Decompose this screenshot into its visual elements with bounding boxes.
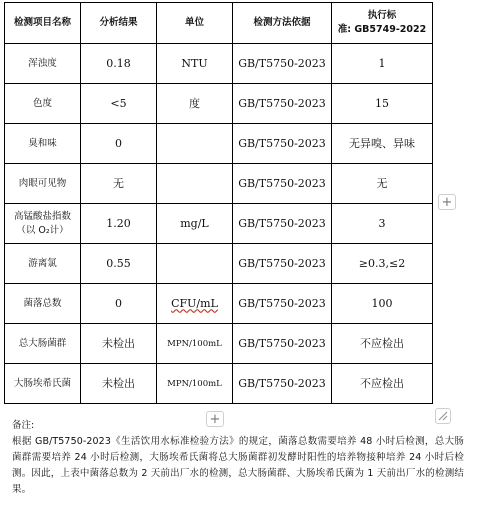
row-standard: 不应检出 [332, 324, 433, 364]
table-row [5, 44, 433, 84]
table-row [5, 324, 433, 364]
row-standard: 不应检出 [332, 364, 433, 404]
header-standard-line2: 准: GB5749-2022 [337, 24, 427, 35]
header-method: 检测方法依据 [233, 3, 332, 44]
row-result: 未检出 [81, 364, 157, 404]
row-standard: 无异嗅、异味 [332, 124, 433, 164]
row-name: 大肠埃希氏菌 [5, 364, 81, 404]
row-standard: 1 [332, 44, 433, 84]
table-row [5, 284, 433, 324]
row-standard: 无 [332, 164, 433, 204]
row-result: 1.20 [81, 204, 157, 244]
row-method: GB/T5750-2023 [233, 204, 332, 244]
table-header-row [5, 3, 433, 44]
add-column-button[interactable] [438, 194, 456, 210]
row-name: 臭和味 [5, 124, 81, 164]
row-method: GB/T5750-2023 [233, 364, 332, 404]
row-unit-text: CFU/mL [171, 296, 218, 310]
row-result: 0.18 [81, 44, 157, 84]
row-method: GB/T5750-2023 [233, 284, 332, 324]
row-name [5, 204, 81, 244]
row-unit: MPN/100mL [157, 364, 233, 404]
row-name: 肉眼可见物 [5, 164, 81, 204]
row-unit: 度 [157, 84, 233, 124]
water-quality-table [4, 2, 433, 404]
header-standard [332, 3, 433, 44]
row-unit [157, 284, 233, 324]
row-method: GB/T5750-2023 [233, 164, 332, 204]
remarks-section [12, 418, 464, 498]
row-method: GB/T5750-2023 [233, 124, 332, 164]
remarks-title: 备注: [12, 420, 35, 431]
row-name: 菌落总数 [5, 284, 81, 324]
row-standard: 15 [332, 84, 433, 124]
table-row [5, 124, 433, 164]
row-standard: ≥0.3,≤2 [332, 244, 433, 284]
row-unit: MPN/100mL [157, 324, 233, 364]
row-unit: mg/L [157, 204, 233, 244]
row-name: 总大肠菌群 [5, 324, 81, 364]
header-result: 分析结果 [81, 3, 157, 44]
row-standard: 100 [332, 284, 433, 324]
row-unit [157, 164, 233, 204]
row-unit [157, 124, 233, 164]
row-unit: NTU [157, 44, 233, 84]
row-standard: 3 [332, 204, 433, 244]
table-row [5, 244, 433, 284]
remarks-body: 根据 GB/T5750-2023《生活饮用水标准检验方法》的规定，菌落总数需要培养 48 小时后检测，总大肠菌群需要培养 24 小时后检测，大肠埃希氏菌将总大肠菌群初发酵时阳性的培养物接种培养 24 小时后检测。因此，上表中菌落总数为 2 天前出厂水的检测，总大肠菌群、大肠埃希氏菌为 1 天前出厂水的检测结果。 [12, 436, 464, 495]
row-name: 色度 [5, 84, 81, 124]
row-result: <5 [81, 84, 157, 124]
row-name-line2: （以 O₂计） [16, 224, 69, 236]
table-row [5, 204, 433, 244]
row-name-line1: 高锰酸盐指数 [13, 210, 71, 222]
row-result: 无 [81, 164, 157, 204]
row-method: GB/T5750-2023 [233, 244, 332, 284]
plus-icon: + [441, 195, 453, 210]
row-name: 浑浊度 [5, 44, 81, 84]
row-method: GB/T5750-2023 [233, 84, 332, 124]
table-row [5, 364, 433, 404]
row-result: 0 [81, 124, 157, 164]
table-row [5, 84, 433, 124]
table-row [5, 164, 433, 204]
row-unit [157, 244, 233, 284]
row-result: 未检出 [81, 324, 157, 364]
row-result: 0 [81, 284, 157, 324]
row-name: 游离氯 [5, 244, 81, 284]
row-result: 0.55 [81, 244, 157, 284]
header-standard-line1: 执行标 [367, 10, 397, 21]
row-method: GB/T5750-2023 [233, 44, 332, 84]
header-unit: 单位 [157, 3, 233, 44]
header-item-name: 检测项目名称 [5, 3, 81, 44]
plus-icon: + [209, 412, 221, 427]
row-method: GB/T5750-2023 [233, 324, 332, 364]
